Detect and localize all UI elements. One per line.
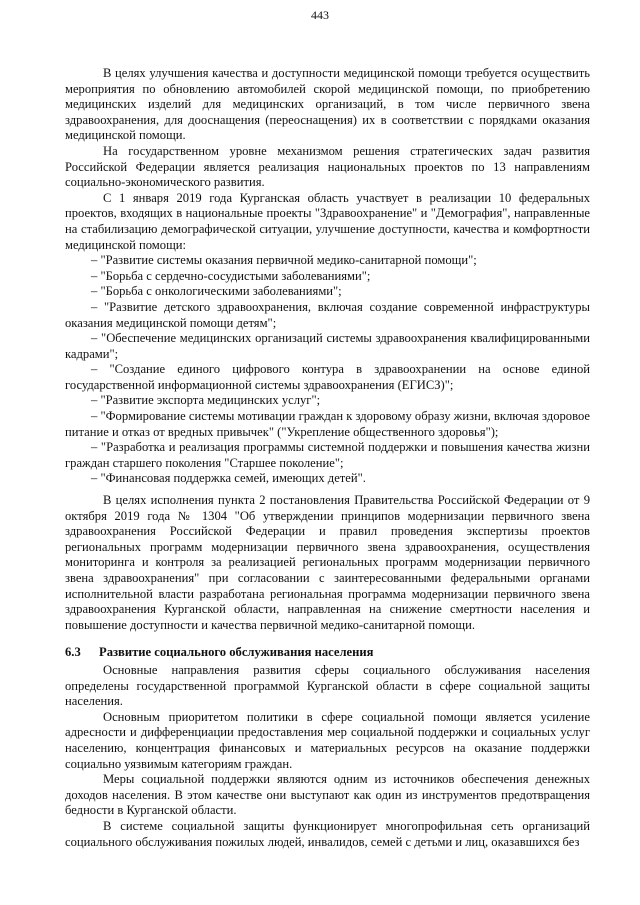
list-item: – "Создание единого цифрового контура в здравоохранении на основе единой государственной информационной системы здравоохранения (ЕГИСЗ)"; bbox=[65, 362, 590, 392]
list-item: – "Развитие экспорта медицинских услуг"; bbox=[91, 393, 321, 408]
list-item: – "Формирование системы мотивации граждан к здоровому образу жизни, включая здоровое питание и отказ от вредных привычек" ("Укрепление общественного здоровья"); bbox=[65, 409, 590, 439]
list-item: – "Обеспечение медицинских организаций системы здравоохранения квалифицированными кадрами"; bbox=[65, 331, 590, 361]
section-heading bbox=[65, 645, 590, 661]
page-number: 443 bbox=[311, 8, 329, 22]
paragraph: Основным приоритетом политики в сфере социальной помощи является усиление адресности и дифференциации предоставления мер социальной поддержки и социальных услуг населению, концентрация финансовых и материальных ресурсов на оказание поддержки социально уязвимым категориям граждан. bbox=[65, 709, 590, 771]
section-title: Развитие социального обслуживания населения bbox=[99, 645, 374, 660]
page-content bbox=[65, 66, 590, 850]
list-item: – "Разработка и реализация программы системной поддержки и повышения качества жизни граждан старшего поколения "Старшее поколение"; bbox=[65, 440, 590, 470]
paragraph: Основные направления развития сферы социального обслуживания населения определены государственной программой Курганской области в сфере социальной защиты населения. bbox=[65, 662, 590, 709]
list-item: – "Борьба с онкологическими заболеваниями"; bbox=[91, 284, 342, 299]
section-number: 6.3 bbox=[65, 645, 81, 660]
paragraph: Меры социальной поддержки являются одним из источников обеспечения денежных доходов населения. В этом качестве они выступают как один из инструментов предотвращения бедности в Курганской области. bbox=[65, 772, 590, 818]
paragraph: В целях исполнения пункта 2 постановления Правительства Российской Федерации от 9 октября 2019 года № 1304 "Об утверждении принципов модернизации первичного звена здравоохранения Российской Федерации и правил проведения экспертизы проектов региональных программ модернизации первичного звена здравоохранения, осуществления мониторинга и контроля за реализацией региональных программ модернизации первичного звена здравоохранения" при согласовании с заинтересованными федеральными органами исполнительной власти разработана региональная программа модернизации первичного звена здравоохранения Курганской области, направленная на снижение смертности населения и повышение доступности и качества первичной медико-санитарной помощи. bbox=[65, 493, 590, 632]
list-item: – "Борьба с сердечно-сосудистыми заболеваниями"; bbox=[91, 268, 371, 283]
paragraph: С 1 января 2019 года Курганская область участвует в реализации 10 федеральных проектов, входящих в национальные проекты "Здравоохранение" и "Демография", направленные на стабилизацию демографической ситуации, улучшение доступности, качества и комфортности медицинской помощи: bbox=[65, 190, 590, 252]
list-item: – "Финансовая поддержка семей, имеющих детей". bbox=[91, 471, 366, 486]
list-item: – "Развитие системы оказания первичной медико-санитарной помощи"; bbox=[91, 253, 477, 268]
paragraph: На государственном уровне механизмом решения стратегических задач развития Российской Федерации является реализация национальных проектов по 13 направлениям социально-экономического развития. bbox=[65, 143, 590, 190]
paragraph: В целях улучшения качества и доступности медицинской помощи требуется осуществить мероприятия по обновлению автомобилей скорой медицинской помощи, по приобретению медицинских изделий для медицинских организаций, в том числе первичного звена здравоохранения, для дооснащения (переоснащения) их в соответствии с порядками оказания медицинской помощи. bbox=[65, 66, 590, 143]
paragraph: В системе социальной защиты функционирует многопрофильная сеть организаций социального обслуживания пожилых людей, инвалидов, семей с детьми и лиц, оказавшихся без bbox=[65, 818, 590, 849]
list-item: – "Развитие детского здравоохранения, включая создание современной инфраструктуры оказания медицинской помощи детям"; bbox=[65, 299, 590, 330]
